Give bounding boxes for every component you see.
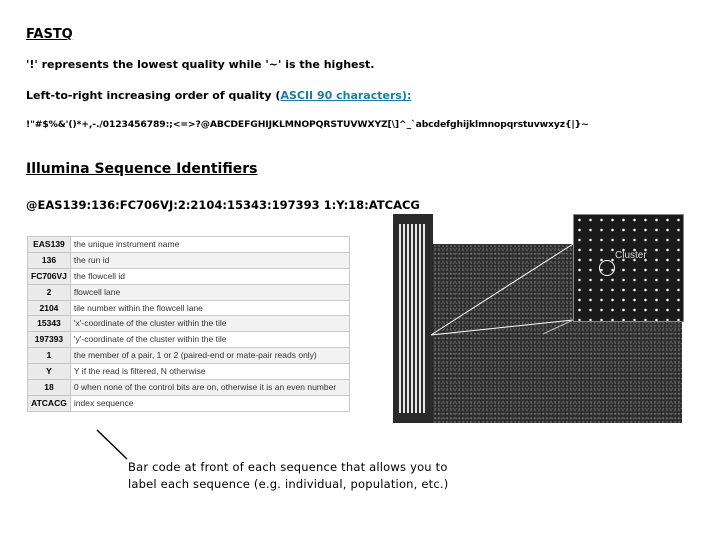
row-description: index sequence: [70, 395, 349, 411]
row-description: 'y'-coordinate of the cluster within the tile: [70, 332, 349, 348]
cluster-label: Cluster: [615, 250, 647, 261]
quality-description: '!' represents the lowest quality while '~' is the highest.: [26, 58, 375, 71]
row-description: tile number within the flowcell lane: [70, 300, 349, 316]
row-description: Y if the read is filtered, N otherwise: [70, 364, 349, 380]
row-description: 'x'-coordinate of the cluster within the tile: [70, 316, 349, 332]
row-description: the flowcell id: [70, 268, 349, 284]
row-description: 0 when none of the control bits are on, otherwise it is an even number: [70, 380, 349, 396]
row-field: 18: [28, 380, 71, 396]
row-description: the member of a pair, 1 or 2 (paired-end or mate-pair reads only): [70, 348, 349, 364]
quality-order-text: Left-to-right increasing order of quality (: [26, 89, 281, 102]
flowcell-image: [393, 214, 682, 423]
row-field: ATCACG: [28, 395, 71, 411]
ascii-link[interactable]: ASCII 90 characters):: [280, 89, 412, 102]
cluster-zoom: [573, 214, 684, 322]
table-row: [28, 380, 350, 396]
table-row: [28, 252, 350, 268]
row-field: EAS139: [28, 237, 71, 253]
row-field: 136: [28, 252, 71, 268]
row-field: 2: [28, 284, 71, 300]
row-description: the run id: [70, 252, 349, 268]
table-row: [28, 332, 350, 348]
table-row: [28, 348, 350, 364]
row-field: 1: [28, 348, 71, 364]
table-row: [28, 364, 350, 380]
row-field: 2104: [28, 300, 71, 316]
caption-line-1: Bar code at front of each sequence that allows you to: [128, 460, 448, 474]
table-row: [28, 300, 350, 316]
cluster-marker: [599, 260, 615, 276]
barcode-caption: [128, 459, 448, 493]
table-row: [28, 268, 350, 284]
row-description: the unique instrument name: [70, 237, 349, 253]
illumina-title: Illumina Sequence Identifiers: [26, 161, 258, 177]
illumina-identifier: @EAS139:136:FC706VJ:2:2104:15343:197393 1:Y:18:ATCACG: [26, 198, 420, 212]
identifier-table: [27, 236, 350, 412]
row-field: 197393: [28, 332, 71, 348]
quality-order-line: [26, 89, 411, 102]
table-row: [28, 316, 350, 332]
table-row: [28, 284, 350, 300]
row-field: Y: [28, 364, 71, 380]
caption-line-2: label each sequence (e.g. individual, population, etc.): [128, 477, 449, 491]
row-description: flowcell lane: [70, 284, 349, 300]
row-field: 15343: [28, 316, 71, 332]
table-row: [28, 395, 350, 411]
ascii-characters: !"#$%&'()*+,-./0123456789:;<=>?@ABCDEFGHIJKLMNOPQRSTUVWXYZ[\]^_`abcdefghijklmnopqrstuvwxyz{|}~: [26, 119, 589, 130]
row-field: FC706VJ: [28, 268, 71, 284]
fastq-title: FASTQ: [26, 27, 73, 42]
table-row: [28, 237, 350, 253]
